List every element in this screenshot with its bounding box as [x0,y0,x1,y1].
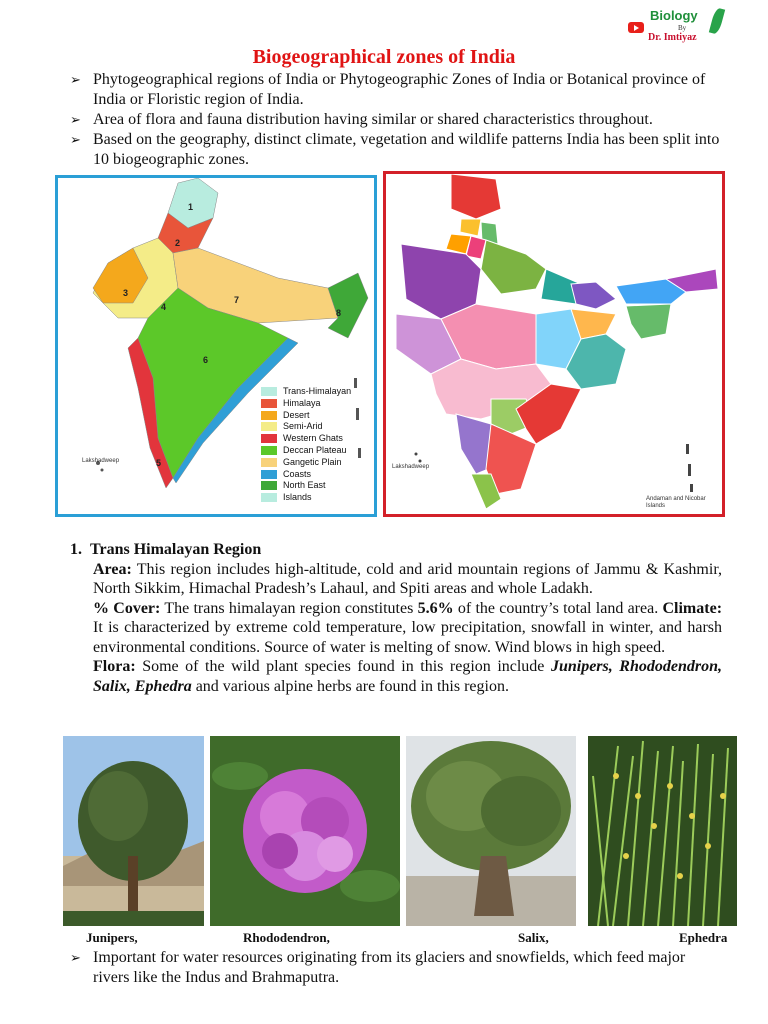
logo-line2: By [678,24,687,32]
logo-line3: Dr. Imtiyaz [648,32,697,43]
legend-entry: North East [261,480,351,492]
legend-swatch [261,493,277,502]
area-paragraph: Area: This region includes high-altitude, cold and arid mountain regions of Jammu & Kashmir, North Sikkim, Himachal Pradesh’s Lahaul, and Spiti areas and whole Ladakh. [93,560,722,597]
legend-swatch [261,481,277,490]
zone-number: 7 [234,295,240,305]
andaman-label: Andaman and Nicobar Islands [646,496,706,509]
logo-line1: Biology [650,8,698,23]
ephedra-photo [588,736,737,926]
zone-number: 3 [123,288,129,298]
flora-paragraph: Flora: Some of the wild plant species found in this region include Junipers, Rhododendron, Salix, Ephedra and various alpine herbs are found in this region. [93,658,722,695]
zone-number: 2 [175,238,181,248]
arrow-bullet-icon: ➢ [70,950,81,965]
rhododendron-photo [210,736,400,926]
youtube-icon [628,22,644,33]
leaf-icon [709,7,725,35]
intro-bullet: ➢ Phytogeographical regions of India or Phytogeographic Zones of India or Botanical province of India or Floristic region of India. [70,71,706,108]
trans-himalayan-section [70,540,722,696]
legend-swatch [261,411,277,420]
section-heading: 1. Trans Himalayan Region [70,541,262,558]
arrow-bullet-icon: ➢ [70,112,81,127]
junipers-photo [63,736,204,926]
legend-entry: Coasts [261,469,351,481]
plant-photos [0,736,768,926]
photo-caption: Salix, [518,930,549,945]
arrow-bullet-icon: ➢ [70,132,81,147]
arrow-bullet-icon: ➢ [70,72,81,87]
zone-number: 5 [156,458,162,468]
legend-swatch [261,434,277,443]
legend-entry: Deccan Plateau [261,445,351,457]
bottom-bullet: ➢ Important for water resources originating from its glaciers and snowfields, which feed major rivers like the Indus and Brahmaputra. [70,949,686,986]
lakshadweep-label: Lakshadweep [392,464,430,470]
intro-bullet: ➢ Area of flora and fauna distribution having similar or shared characteristics throughout. [70,111,653,128]
zone-number: 6 [203,355,209,365]
india-states-map [383,171,725,517]
legend-swatch [261,399,277,408]
zone-number: 1 [188,202,194,212]
page-title: Biogeographical zones of India [252,46,516,68]
photo-caption: Junipers, [86,930,138,945]
legend-swatch [261,446,277,455]
legend-swatch [261,387,277,396]
salix-photo [406,736,576,926]
bottom-bullet-list [70,948,725,988]
legend-swatch [261,470,277,479]
intro-bullet: ➢ Based on the geography, distinct climate, vegetation and wildlife patterns India has been split into 10 biogeographic zones. [70,131,720,168]
zone-map-legend [261,386,351,504]
intro-bullet-list [70,70,725,170]
legend-entry: Islands [261,492,351,504]
photo-caption: Rhododendron, [243,930,330,945]
zone-number: 8 [336,308,342,318]
photo-caption: Ephedra [679,930,728,945]
legend-entry: Trans-Himalayan [261,386,351,398]
lakshadweep-label: Lakshadweep [82,458,120,464]
states-map-drawing [386,174,722,514]
biogeographic-zone-map [55,175,377,517]
legend-swatch [261,458,277,467]
legend-entry: Western Ghats [261,433,351,445]
cover-climate-paragraph: % Cover: The trans himalayan region constitutes 5.6% of the country’s total land area. Climate: It is characterized by extreme cold temperature, low precipitation, snowfall in winter, and harsh environmental conditions. Source of water is melting of snow. Wind blows in high speed. [93,599,723,656]
channel-logo [624,8,734,48]
legend-entry: Desert [261,410,351,422]
legend-swatch [261,422,277,431]
legend-entry: Semi-Arid [261,421,351,433]
legend-entry: Gangetic Plain [261,457,351,469]
legend-entry: Himalaya [261,398,351,410]
zone-number: 4 [161,302,167,312]
